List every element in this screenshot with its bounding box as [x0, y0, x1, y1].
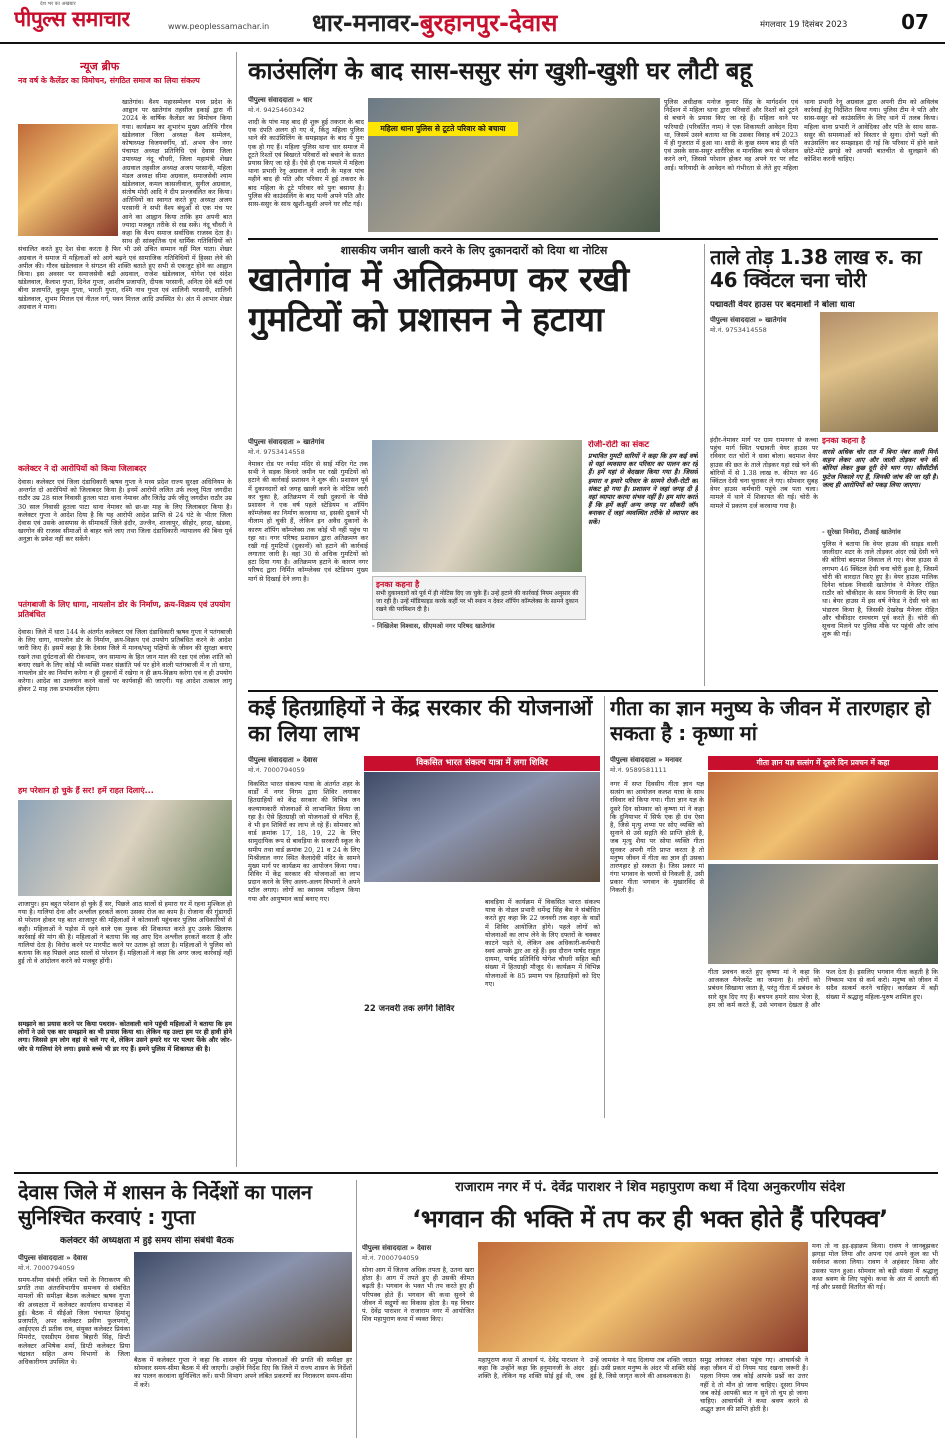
- story4-photo: [364, 772, 600, 882]
- story4-headline: कई हितग्राहियों ने केंद्र सरकार की योजनाओं का लिया लाभ: [248, 696, 593, 748]
- story5-byline: पीपुल्स संवाददाता » मनावर: [610, 756, 682, 764]
- story6-photo: [134, 1252, 352, 1352]
- story5-caption: गीता ज्ञान यज्ञ सत्संग में दूसरे दिन प्रवचन में कहा: [708, 756, 938, 770]
- section-title: धार-मनावर-बुरहानपुर-देवास: [312, 9, 558, 37]
- story7-byline: पीपुल्स संवाददाता » देवास: [362, 1244, 432, 1252]
- brief-item1-title: नव वर्ष के कैलेंडर का विमोचन, संगठित समाज का लिया संकल्प: [18, 76, 200, 85]
- column-divider: [604, 696, 605, 1118]
- story7-text4: मना तो ना इड़-इड़ाक्रम किया। रावण ने जानबूझकर झगड़ा मोल लिया और अपना एवं अपने कुल का भी सर्वनाश करवा लिया। रावण ने अहंकार किया और उसका पतन हुआ। सोमवार को बड़ी संख्या में श्रद्धालु कथा श्रवण के लिए पहुंचे। कथा के अंत में आरती की गई और प्रसादी वितरित की गई।: [812, 1242, 938, 1291]
- story3-headline: ताले तोड़ 1.38 लाख रु. का 46 क्विंटल चना चोरी: [710, 246, 922, 292]
- brief-item2-title: कलेक्टर ने दो आरोपियों को किया जिलाबदर: [18, 464, 147, 473]
- story3-photo: [820, 312, 938, 432]
- story2-box-title: रोजी-रोटी का संकट: [588, 440, 650, 450]
- story3-byline: पीपुल्स संवाददाता » खातेगांव: [710, 316, 787, 324]
- page-number: 07: [901, 10, 929, 34]
- story3-quote-text: वारसे अधिक चोर रात में बिना नंबर वाली मिनी वाहन लेकर आए और जाली तोड़कर चने की बोरियां लेकर कुछ दूरी देने भाग गए। सीसीटीवी फुटेज निकाले गए हैं, जिनकी जांच की जा रही है। जल्द ही आरोपियों को पकड़ लिया जाएगा।: [822, 448, 938, 489]
- story3-quote-by: - सुरेखा निमोदा, टीआई खातेगांव: [822, 528, 901, 536]
- story3-quote-title: इनका कहना है: [822, 436, 866, 445]
- story2-quote-box: [372, 576, 586, 620]
- brief-item4-title: हम परेशान हो चुके हैं सर! हमें राहत दिलाएं...: [18, 786, 154, 795]
- story6-headline: देवास जिले में शासन के निर्देशों का पालन सुनिश्चित करवाएं : गुप्ता: [18, 1180, 312, 1229]
- story2-quote-by: - निखिलेश विश्वास, सीएमओ नगर परिषद खातेगांव: [372, 622, 495, 630]
- story1-caption: महिला थाना पुलिस से टूटते परिवार को बचाया: [368, 122, 518, 136]
- story4-text3: बावड़िया में कार्यक्रम में विकसित भारत संकल्प यात्रा के नोडल प्रभारी धर्मेन्द्र सिंह बैस ने संबोधित करते हुए कहा कि 22 जनवरी तक शहर के वार्डों में शिविर आयोजित होंगे। पहले लोगों को योजनाओं का लाभ लेने के लिए दफ्तरों के चक्कर काटने पड़ते थे, लेकिन अब अधिकारी-कर्मचारी स्वयं आपके द्वार आ रहे हैं। इस दौरान पार्षद राहुल दायमा, पार्षद प्रतिनिधि योगेश चौधरी सहित बड़ी संख्या में हितग्राही मौजूद थे। कार्यक्रम में विभिन्न योजनाओं के 85 प्रमाण पत्र हितग्राहियों को दिए गए।: [485, 897, 600, 988]
- newspaper-logo: पीपुल्स समाचार: [14, 7, 130, 31]
- website-link[interactable]: www.peoplessamachar.in: [168, 22, 270, 31]
- story4-caption: विकसित भारत संकल्प यात्रा में लगा शिविर: [364, 756, 600, 771]
- story5-headline: गीता का ज्ञान मनुष्य के जीवन में तारणहार हो सकता है : कृष्णा मां: [610, 696, 931, 745]
- story1-mobile: मो.नं. 9425460342: [248, 106, 305, 114]
- brief-item4-text: शाजापुर। हम बहुत परेशान हो चुके हैं सर, पिछले आठ सालों से हमारा घर में रहना मुश्किल हो गया है। गालियां देना और अश्लील हरकतें करना उसका रोज का काम है। रोजाना की गुंडागर्दी से परेशान होकर यह बात शाजापुर की महिलाओं ने कोतवाली पहुंचकर पुलिस अधिकारियों से कही। महिलाओं ने पड़ोस में रहने वाले एक युवक की शिकायत करते हुए उसके खिलाफ कार्रवाई की मांग की है। महिलाओं ने बताया कि वह आए दिन अश्लील हरकतें करता है और गालियां देता है। विरोध करने पर मारपीट करने पर उतारू हो जाता है। महिलाओं ने पुलिस को बताया कि वह पिछले आठ सालों से परेशान हैं। महिलाओं ने कहा कि अगर जल्द कार्रवाई नहीं हुई तो वे आंदोलन करने को मजबूर होंगी।: [18, 900, 232, 966]
- brief-item3-title: पतंगबाजी के लिए धागा, नायलोन डोर के निर्माण, क्रय-विक्रय एवं उपयोग प्रतिबंधित: [18, 600, 231, 620]
- story2-headline: खातेगांव में अतिक्रमण कर रखी गुमटियों को प्रशासन ने हटाया: [248, 260, 629, 341]
- story4-mobile: मो.नं. 7000794059: [248, 766, 305, 774]
- column-divider: [356, 1180, 357, 1438]
- brief-item2-text: देवास। कलेक्टर एवं जिला दंडाधिकारी ऋषव गुप्ता ने मध्य प्रदेश राज्य सुरक्षा अधिनियम के अन्तर्गत दो आरोपियों को जिलाबदर किया है। इनमें आरोपी ललित उर्फ लल्लू पिता जगदीश राठौर उम्र 28 साल निवासी हुतला पाटा थाना नेमावर और जितेंद्र उर्फ जीतू जगदीश राठौर उम्र 30 साल निवासी हुतला पाटा थाना नेमावर को छः-छः माह के लिए जिलाबदर किया है। कलेक्टर गुप्ता ने आदेश दिया है कि यह आरोपी आदेश प्राप्ति से 24 घंटे के भीतर जिला देवास एवं उसके आसपास के सीमावर्ती जिले इंदौर, उज्जैन, शाजापुर, सीहोर, हरदा, खंडवा, खरगोन की राजस्व सीमाओं से बाहर चले जाए तथा जिला दंडाधिकारी न्यायालय की बिना पूर्व अनुज्ञा के प्रवेश नहीं कर सकेंगे।: [18, 478, 232, 544]
- story1-text1: शादी के पांच माह बाद ही शुरू हुई तकरार के बाद एक दंपति अलग हो गए थे, किंतु महिला पुलिस थाने की काउंसिलिंग के समझाइश के बाद ये पुनः एक हो गए हैं। महिला पुलिस थाना धार समाज में टूटते रिश्तों एवं बिखरते परिवारों को बचाने के सतत प्रयास किए जा रहे हैं। ऐसे ही एक मामले में महिला थाना प्रभारी रेनू अग्रवाल ने शादी के महज पांच महीने बाद ही पति और परिवार में हुई तकरार के बाद महिला के टूटे परिवार को पुनः बसाया है। पुलिस की काउंसलिंग के बाद पत्नी अपने पति और सास-ससुर के साथ खुशी-खुशी अपने घर लौट गई।: [248, 118, 364, 208]
- story7-text1: सोना आग में जितना अधिक तपता है, उतना खरा होता है। आग में तपते हुए ही उसकी कीमत बढ़ती है। भगवान के भक्त भी तप करते हुए ही परिपक्व होते हैं। भगवान की कथा सुनने से जीवन में सद्गुणों का विकास होता है। यह विचार पं. देवेंद्र पाराशर ने राजाराम नगर में आयोजित शिव महापुराण कथा में व्यक्त किए।: [362, 1266, 474, 1324]
- story4-text1: विकसित भारत संकल्प यात्रा के अंतर्गत शहर के वार्डों में नगर निगम द्वारा शिविर लगाकर हितग्राहियों को केंद्र सरकार की विभिन्न जन कल्याणकारी योजनाओं से लाभान्वित किया जा रहा है। ऐसे हितग्राही जो योजनाओं से वंचित हैं, वे भी इन शिविरों का लाभ ले रहे हैं। सोमवार को वार्ड क्रमांक 17, 18, 19, 22 के लिए सामुदायिक रूप से बावड़िया के सरकारी स्कूल के समीप तथा वार्ड क्रमांक 20, 21 व 24 के लिए मिश्रीलाल नगर स्थित कैलादेवी मंदिर के सामने मुख्य मार्ग पर कार्यक्रम का आयोजन किया गया। शिविर में केंद्र सरकार की योजनाओं का लाभ प्रदान करने के लिए अलग-अलग विभागों ने अपने स्टॉल लगाए। लोगों का स्वास्थ्य परीक्षण किया गया और आयुष्मान कार्ड बनाए गए।: [248, 780, 360, 903]
- issue-date: मंगलवार 19 दिसंबर 2023: [760, 20, 848, 30]
- story3-text1: इंदौर-नेमावर मार्ग पर ग्राम रामनगर से कच्चा पहुंच मार्ग स्थित पद्मावती वेयर हाउस पर रविवार रात चोरों ने धावा बोला। बदमाश वेयर हाउस की छत के ताले तोड़कर यहां रखे चने की बोरियों में से 1.38 लाख रु. कीमत का 46 क्विंटल देसी चना चुराकर ले गए। सोमवार सुबह वेयर हाउस कर्मचारी पहुंचे तब पता चला। मामले में थाने में शिकायत की गई। चोरी के मामले में प्रकरण दर्ज करवाया गया है।: [710, 436, 818, 510]
- story5-mobile: मो.नं. 9589581111: [610, 766, 667, 774]
- story3-sub: पद्मावती वेयर हाउस पर बदमाशों ने बोला धावा: [710, 300, 855, 310]
- story4-subhead: 22 जनवरी तक लगेंगे शिविर: [364, 1004, 455, 1014]
- story1-byline: पीपुल्स संवाददाता » धार: [248, 96, 313, 104]
- column-divider: [704, 244, 705, 686]
- story2-text1: नेमावर रोड पर नर्मदा मंदिर से साई मंदिर गेट तक सभी ने सड़क किनारे जमीन पर रखी गुमटियों को हटाने की कार्रवाई प्रशासन ने शुरू की। प्रशासन पूर्व में दुकानदारों को जगह खाली करने के नोटिस जारी कर चुका है, अतिक्रमण में रखी दुकानों के पीछे प्रशासन ने एक वर्ष पहले स्टेडियम व शॉपिंग कॉम्प्लेक्स का निर्माण करवाया था, इसकी दुकानें भी नीलाम हो चुकी हैं, लेकिन इन अवैध दुकानों के कारण शॉपिंग कॉम्प्लेक्स तक कोई भी नहीं पहुंच पा रहा था। नगर परिषद प्रशासन द्वारा अतिक्रमण कर रखी गई गुमटियों (दुकानों) को हटाने की कार्रवाई लगातार जारी है। वहां 30 से अधिक गुमटियों को हटा दिया गया है। अतिक्रमण हटाने के कारण नगर परिषद द्वारा निर्मित कॉम्प्लेक्स एवं स्टेडियम मुख्य मार्ग से दिखाई देने लगा है।: [248, 460, 368, 583]
- story1-text2: पुलिस अधीक्षक मनोज कुमार सिंह के मार्गदर्शन एवं निर्देशन में महिला थाना द्वारा परिवारों और रिश्तों को टूटने से बचाने के प्रयास किए जा रहे हैं। महिला थाने पर फरियादी (परिवर्तित नाम) ने एक शिकायती आवेदन दिया था, जिसमें उसने बताया था कि उसका विवाह वर्ष 2023 में ही गुजरात में हुआ था। शादी के कुछ समय बाद ही पति एवं उसके सास-ससुर शारीरिक व मानसिक रूप से परेशान करने लगे, जिससे परेशान होकर वह अपने घर पर लौट आई। फरियादी के आवेदन को गंभीरता से लेते हुए महिला थाना प्रभारी रेनू अग्रवाल द्वारा अपनी टीम को अविलंब कार्रवाई हेतु निर्देशित किया गया। पुलिस टीम ने पति और सास-ससुर को काउंसलिंग के लिए थाने में तलब किया। महिला थाना प्रभारी ने आवेदिका और पति के साथ सास-ससुर की समस्याओं को विस्तार से सुना। दोनों पक्षों की काउंसलिंग कर समझाइश दी गई कि परिवार में होने वाले छोटे-मोटे झगड़े को आपसी बातचीत से सुलझाने की कोशिश करनी चाहिए।: [664, 98, 938, 172]
- women-complaint-photo: [18, 800, 232, 896]
- story6-text1: समय-सीमा संबंधी लंबित पत्रों के निराकरण की प्रगति तथा अंतरविभागीय समन्वय से संबंधित मामलों की समीक्षा बैठक कलेक्टर ऋषव गुप्ता की अध्यक्षता में कलेक्टर कार्यालय सभाकक्ष में हुई। बैठक में सीईओ जिला पंचायत हिमांशु प्रजापति, अपर कलेक्टर प्रवीण फुलपगारे, आईएएस टी प्रतीक राव, संयुक्त कलेक्टर प्रियंका मिमरोट, एसडीएम देवास बिहारी सिंह, डिप्टी कलेक्टर अभिषेक शर्मा, डिप्टी कलेक्टर प्रिया चंद्रावत सहित अन्य विभागों के जिला अधिकारीगण उपस्थित थे।: [18, 1276, 130, 1366]
- story7-headline: ‘भगवान की भक्ति में तप कर ही भक्त होते हैं परिपक्व’: [412, 1205, 888, 1233]
- story2-box-text: प्रभावित गुमटी धारियों ने कहा कि हम कई वर्षों से यहां व्यवसाय कर परिवार का पालन कर रहे हैं। हमें यहां से बेदखल किया गया है। जिससे हमारा व हमारे परिवार के सामने रोजी-रोटी का संकट हो गया है। प्रशासन ने जहां जगह दी है वहां व्यापार करना संभव नहीं है। हम मांग करते हैं कि हमें कहीं अन्य जगह पर सौकरी जॉन बनाकर दें जहां व्यवस्थित तरीके से व्यापार कर सकें।: [588, 452, 698, 526]
- story6-byline: पीपुल्स संवाददाता » देवास: [18, 1254, 88, 1262]
- story5-photo-crowd: [708, 864, 938, 964]
- story7-photo: [478, 1242, 808, 1352]
- logo-tagline: देश भर का अखबार: [40, 1, 76, 7]
- story2-byline: पीपुल्स संवाददाता » खातेगांव: [248, 438, 325, 446]
- story7-text2: महापुराण कथा में आचार्य पं. देवेंद्र पाराशर ने कहा कि उन्होंने कहा कि हनुमानजी के अंदर शक्ति है, लेकिन यह शक्ति सोई हुई थी, जब उन्हें जामवंत ने याद दिलाया तब शक्ति जाग्रत हुई। उसी प्रकार मनुष्य के अंदर भी शक्ति सोई हुई है, जिसे जागृत करने की आवश्यकता है।: [478, 1356, 696, 1381]
- section-rule: [14, 1172, 938, 1174]
- story2-photo: [372, 440, 582, 572]
- story3-text2: पुलिस ने बताया कि वेयर हाउस की साइड वाली जालीदार शटर के ताले तोड़कर अंदर रखे देसी चने की बोरियां बदमाश निकाल ले गए। वेयर हाउस से लगभग 46 क्विंटल देसी चना चोरी हुआ है, जिसमें चोरी की वारदात किए हुए है। वेयर हाउस मालिक दिनेश चांडक निवासी खातेगांव ने मैनेजर रोहित राठौर को चौकीदार के साथ निगरानी के लिए रखा था। बेयर हाउस में इस वर्ष नेफेड ने देसी चने का भंडारण किया है, जिसकी देखरेख मैनेजर रोहित और चौकीदार रामचरण पूर्व करते हैं। चोरी की सूचना मिलने पर पुलिस मौके पर पहुंची और जांच शुरू की गई।: [822, 540, 938, 639]
- section-rule: [248, 690, 938, 692]
- story5-text2: गीता प्रवचन करते हुए कृष्णा मां ने कहा कि आजकल मैनेजमेंट का जमाना है। लोगों को प्रबंधन सिखाया जाता है, परंतु गीता में प्रबंधन के सारे सूत्र दिए गए हैं। बचपन हमारे साथ भेजा है, हम जो कर्म करते हैं, उसे भगवान देखता है और फल देता है। इसलिए भगवान गीता कहती है कि निष्काम भाव से कर्म करो। मनुष्य को जीवन में सदैव सत्कर्म करने चाहिए। कार्यक्रम में बड़ी संख्या में श्रद्धालु महिला-पुरुष शामिल हुए।: [708, 968, 938, 1009]
- story7-text3: समुद्र लांघकर लंका पहुंच गए। आचार्यश्री ने कहा जीवन में दो नियम याद रखना जरूरी है। पहला नियम जब कोई आपके प्रश्नों का उत्तर नहीं दे तो मौन हो जाना चाहिए। दूसरा नियम जब कोई आपकी बात न सुने तो चुप हो जाना चाहिए। आचार्यश्री ने कथा श्रवण करने से अद्भुत ज्ञान की प्राप्ति होती है।: [700, 1356, 808, 1414]
- story2-mobile: मो.नं. 9753414558: [248, 448, 305, 456]
- column-divider: [236, 52, 237, 1167]
- story2-kicker: शासकीय जमीन खाली करने के लिए दुकानदारों को दिया था नोटिस: [340, 244, 608, 257]
- story5-photo-top: [708, 772, 938, 860]
- brief-item3-text: देवास। जिले में धारा 144 के अंतर्गत कलेक्टर एवं जिला दंडाधिकारी ऋषव गुप्ता ने पतंगबाजी के लिए धागा, नायलोन डोर के निर्माण, क्रय-विक्रय एवं उपयोग प्रतिबंधित करने के आदेश जारी किए हैं। इसमें कहा है कि देवास जिले में मानव/पशु पक्षियों के जीवन की सुरक्षा बनाए रखने तथा दुर्घटनाओं की रोकथाम, जन सामान्य के हित जान माल की रक्षा एवं लोक शांति को बनाए रखने के लिए कोई भी व्यक्ति मकर संक्रांति पर्व पर होने वाली पतंगबाजी में न तो धागा, नायलोन डोर का निर्माण करेगा न ही दुकानों में रखेगा न ही क्रय-विक्रय करेगा एवं न ही उपयोग करेगा। आदेश का उल्लंघन करने वालों पर कार्यवाही की जाएगी। यह आदेश तत्काल लागू होकर 2 माह तक प्रभावशील रहेगा।: [18, 628, 232, 694]
- story2-text2: [588, 584, 698, 686]
- story2-quote-title: इनका कहना है: [376, 580, 420, 589]
- story6-sub: कलेक्टर की अध्यक्षता में हुई समय सीमा संबंधी बैठक: [60, 1236, 234, 1246]
- story6-mobile: मो.नं. 7000794059: [18, 1264, 75, 1272]
- story2-quote-text: सभी दुकानदारों को पूर्व में ही नोटिस दिए जा चुके हैं। उन्हें हटाने की कार्रवाई नियम अनुसार की जा रही है। उन्हें मॉडिफाइड करके कहीं पर भी स्थान न देकर शॉपिंग कॉम्प्लेक्स के सामने दुकान रखने की परमिशन दी है।: [376, 590, 579, 613]
- brief-label: न्यूज ब्रीफ: [80, 60, 120, 73]
- brief-item4-end: समझाने का प्रयास करने पर किया पथराव- कोतवाली थाने पहुंची महिलाओं ने बताया कि हम लोगों ने उसे एक बार समझाने का भी प्रयास किया था। लेकिन यह उल्टा हम पर ही हावी होने लगा। जिससे हम लोग वहां से चले गए थे, लेकिन उसने हमारे घर पर पत्थर फेंके और जोर-जोर से गालियां देने लगा। इससे बच्चे भी डर गए हैं। हमने पुलिस में शिकायत की है।: [18, 1020, 232, 1053]
- section-rule: [248, 238, 938, 240]
- story7-kicker: राजाराम नगर में पं. देवेंद्र पाराशर ने शिव महापुराण कथा में दिया अनुकरणीय संदेश: [455, 1180, 845, 1195]
- story4-byline: पीपुल्स संवाददाता » देवास: [248, 756, 318, 764]
- story3-mobile: मो.नं. 9753414558: [710, 326, 767, 334]
- story1-photo: [368, 98, 660, 232]
- story7-mobile: मो.नं. 7000794059: [362, 1254, 419, 1262]
- story1-headline: काउंसलिंग के बाद सास-ससुर संग खुशी-खुशी घर लौटी बहू: [248, 57, 752, 85]
- story5-text1: नगर में सप्त दिवसीय गीता ज्ञान यज्ञ सत्संग का आयोजन कलश यात्रा के साथ रविवार को किया गया। गीता ज्ञान यज्ञ के दूसरे दिन सोमवार को कृष्णा मां ने कहा कि दुनियाभर में सिर्फ एक ही ग्रंथ ऐसा है, जिसे मृत्यु शय्या पर सोए व्यक्ति को सुनाने से उसे सद्गति की प्राप्ति होती है, जब मृत्यु शैया पर सोया व्यक्ति गीता सुनकर अपनी गति प्राप्त करता है तो मनुष्य जीवन में गीता का ज्ञान ही उसका तारणहार हो सकता है। जिस प्रकार मां गंगा भगवान के चरणों से निकली है, उसी प्रकार गीता भगवान के मुखारविंद से निकली है।: [610, 780, 704, 895]
- brief-item1-text: खातेगांव। वैश्य महासम्मेलन मध्य प्रदेश के आह्वान पर खातेगांव तहसील इकाई द्वारा नीं 2024 के वार्षिक कैलेंडर का विमोचन किया गया। कार्यक्रम का शुभारंभ मुख्य अतिथि गौरव खंडेलवाल जिला अध्यक्ष वैश्य सम्मेलन, कोषाध्यक्ष विजयवर्गीय, डॉ. अभय जैन नगर पंचायत अध्यक्ष प्रतिनिधि एवं देवास जिला उपाध्यक्ष नंदू चौधरी, जिला महामंत्री शेखर अग्रवाल तहसील अध्यक्ष अजय परसानी, महिला मंडल अध्यक्ष सीमा अग्रवाल, समाजसेवी श्याम खंडेलवाल, कमल कासलीवाल, सुनील अग्रवाल, संतोष मोदी आदि ने दीप प्रज्जवलित कर किया। अतिथियों का स्वागत करते हुए अध्यक्ष अजय परसानी ने सभी वैश्य बंधुओं से एक मंच पर आने का आह्वान किया ताकि हम अपनी बात ज्यादा मजबूत तरीके से रख सकें। नंदू चौधरी ने कहा कि वैश्य समाज सर्वाधिक राजस्व देता है। साथ ही सांस्कृतिक एवं धार्मिक गतिविधियों को संचालित करते हुए देश सेवा करता है फिर भी उसे उचित सम्मान नहीं मिल पाता। शेखर अग्रवाल ने समाज में महिलाओं को आगे बढ़ने एवं सामाजिक गतिविधियों में हिस्सा लेने की अपील की। गौरव खंडेलवाल ने संगठन की शक्ति बताते हुए सभी से एकजुट होने का आह्वान किया। इस अवसर पर समाजसेवी बद्री अग्रवाल, राजेश खंडेलवाल, योगेश एवं संदेश खंडेलवाल, कैलाश गुप्ता, दिनेश गुप्ता, आशीष प्रजापति, दीपक परसानी, अनिता देवे बंटी एवं बीना प्रजापति, कुसुम गुप्ता, भारती गुप्ता, रश्मि नाथ गुप्ता एवं शालिनी परसानी, शालिनी खंडेलवाल, शुभम मित्तल एवं नीतल गर्ग, पवन मित्तल आदि उपस्थित थे। अंत में आभार शेखर अग्रवाल ने माना।: [18, 98, 232, 311]
- story6-text2: बैठक में कलेक्टर गुप्ता ने कहा कि शासन की प्रमुख योजनाओं की प्रगति की समीक्षा हर सोमवार समय-सीमा बैठक में की जाएगी। उन्होंने निर्देश दिए कि जिले में राज्य शासन के निर्देशों का पालन करवाना सुनिश्चित करें। सभी विभाग अपने लंबित प्रकरणों का निराकरण समय-सीमा में करें।: [134, 1356, 352, 1389]
